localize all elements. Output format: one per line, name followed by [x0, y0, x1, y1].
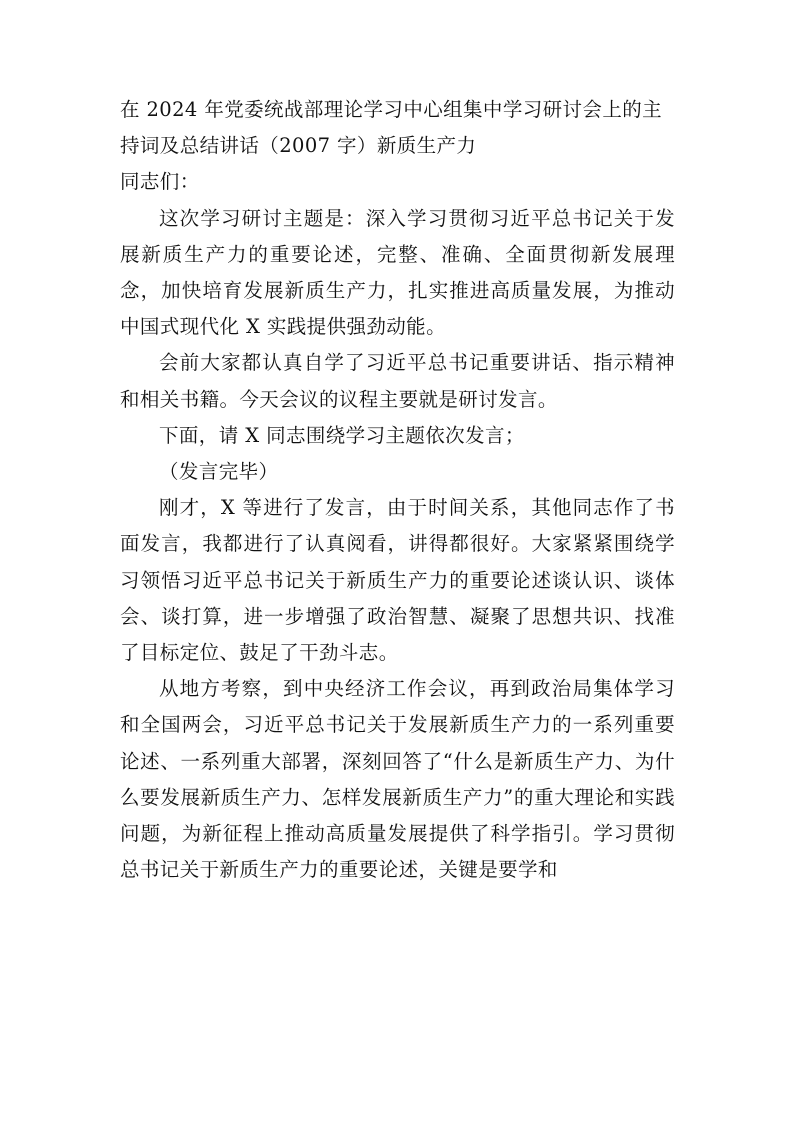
document-body [120, 92, 675, 888]
paragraph-invite-speeches: 下面，请 X 同志围绕学习主题依次发言； [159, 423, 525, 447]
paragraph-theme: 这次学习研讨主题是：深入学习贯彻习近平总书记关于发展新质生产力的重要论述，完整、准确、全面贯彻新发展理念，加快培育发展新质生产力，扎实推进高质量发展，为推动中国式现代化 X 实践提供强劲动能。 [120, 206, 675, 339]
salutation: 同志们： [120, 170, 200, 194]
paragraph-speeches-finished: （发言完毕） [159, 460, 279, 484]
paragraph-self-study: 会前大家都认真自学了习近平总书记重要讲话、指示精神和相关书籍。今天会议的议程主要就是研讨发言。 [120, 351, 675, 411]
paragraph-summary: 刚才，X 等进行了发言，由于时间关系，其他同志作了书面发言，我都进行了认真阅看，讲得都很好。大家紧紧围绕学习领悟习近平总书记关于新质生产力的重要论述谈认识、谈体会、谈打算，进一步增强了政治智慧、凝聚了思想共识、找准了目标定位、鼓足了干劲斗志。 [120, 496, 675, 665]
document-title: 在 2024 年党委统战部理论学习中心组集中学习研讨会上的主持词及总结讲话（2007 字）新质生产力 [120, 98, 663, 158]
paragraph-new-productivity: 从地方考察，到中央经济工作会议，再到政治局集体学习和全国两会，习近平总书记关于发展新质生产力的一系列重要论述、一系列重大部署，深刻回答了“什么是新质生产力、为什么要发展新质生产力、怎样发展新质生产力”的重大理论和实践问题，为新征程上推动高质量发展提供了科学指引。学习贯彻总书记关于新质生产力的重要论述，关键是要学和 [120, 677, 675, 882]
